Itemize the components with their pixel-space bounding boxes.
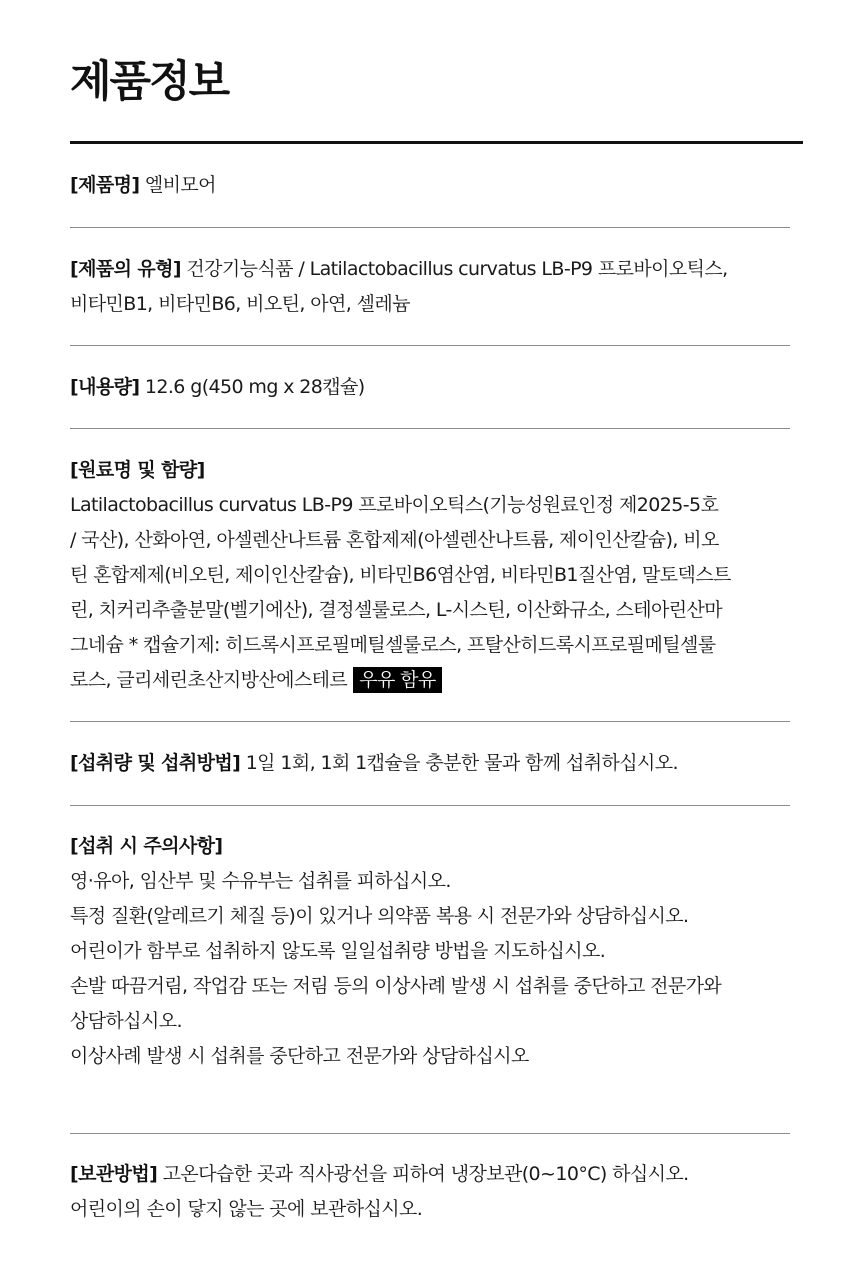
ingredients-line: 린, 치커리추출분말(벨기에산), 결정셀룰로스, L-시스틴, 이산화규소, 스테아린산마 (70, 599, 723, 621)
intake-value: 1일 1회, 1회 1캡슐을 충분한 물과 함께 섭취하십시오. (245, 752, 678, 774)
ingredients-line: 로스, 글리세린초산지방산에스테르 (70, 669, 348, 691)
storage-value-line1: 고온다습한 곳과 직사광선을 피하여 냉장보관(0~10°C) 하십시오. (162, 1163, 689, 1185)
product-type-line (70, 252, 790, 287)
section-divider (70, 227, 790, 228)
page-title: 제품정보 (70, 57, 229, 107)
section-divider (70, 805, 790, 806)
title-divider (70, 141, 803, 144)
caution-line: 영·유아, 임산부 및 수유부는 섭취를 피하십시오. (70, 870, 451, 892)
product-name-label: [제품명] (70, 174, 140, 196)
ingredients-line: 그네슘 * 캡슐기제: 히드록시프로필메틸셀룰로스, 프탈산히드록시프로필메틸셀룰 (70, 634, 716, 656)
ingredients-section (70, 453, 790, 698)
section-divider (70, 345, 790, 346)
intake-label: [섭취량 및 섭취방법] (70, 752, 241, 774)
ingredients-last-line (70, 663, 790, 698)
section-divider (70, 1133, 790, 1134)
cautions-label: [섭취 시 주의사항] (70, 835, 223, 857)
intake-line (70, 746, 790, 781)
storage-line (70, 1157, 790, 1192)
product-type-section (70, 252, 790, 322)
ingredients-line: 틴 혼합제제(비오틴, 제이인산칼슘), 비타민B6염산염, 비타민B1질산염, 말토덱스트 (70, 564, 731, 586)
ingredients-line: / 국산), 산화아연, 아셀렌산나트륨 혼합제제(아셀렌산나트륨, 제이인산칼슘), 비오 (70, 529, 719, 551)
product-type-label: [제품의 유형] (70, 258, 181, 280)
content-amount-line (70, 370, 790, 405)
content-amount-section (70, 370, 790, 405)
allergen-badge: 우유 함유 (353, 667, 441, 693)
storage-value-line2: 어린이의 손이 닿지 않는 곳에 보관하십시오. (70, 1198, 423, 1220)
content-amount-label: [내용량] (70, 376, 140, 398)
caution-line: 이상사례 발생 시 섭취를 중단하고 전문가와 상담하십시오 (70, 1045, 529, 1067)
storage-section (70, 1157, 790, 1227)
caution-line: 어린이가 함부로 섭취하지 않도록 일일섭취량 방법을 지도하십시오. (70, 940, 606, 962)
section-divider (70, 428, 790, 429)
caution-line: 상담하십시오. (70, 1010, 182, 1032)
product-name-line (70, 168, 790, 203)
ingredients-line: Latilactobacillus curvatus LB-P9 프로바이오틱스(기능성원료인정 제2025-5호 (70, 494, 719, 516)
cautions-section (70, 829, 790, 1074)
intake-section (70, 746, 790, 781)
product-type-value-line1: 건강기능식품 / Latilactobacillus curvatus LB-P9 프로바이오틱스, (186, 258, 728, 280)
product-type-value-line2: 비타민B1, 비타민B6, 비오틴, 아연, 셀레늄 (70, 293, 410, 315)
product-name-section (70, 168, 790, 203)
product-name-value: 엘비모어 (144, 174, 216, 196)
storage-label: [보관방법] (70, 1163, 158, 1185)
section-divider (70, 721, 790, 722)
caution-line: 특정 질환(알레르기 체질 등)이 있거나 의약품 복용 시 전문가와 상담하십시오. (70, 905, 689, 927)
ingredients-label: [원료명 및 함량] (70, 459, 205, 481)
caution-line: 손발 따끔거림, 작업감 또는 저림 등의 이상사례 발생 시 섭취를 중단하고 전문가와 (70, 975, 722, 997)
content-amount-value: 12.6 g(450 mg x 28캡슐) (144, 376, 365, 398)
